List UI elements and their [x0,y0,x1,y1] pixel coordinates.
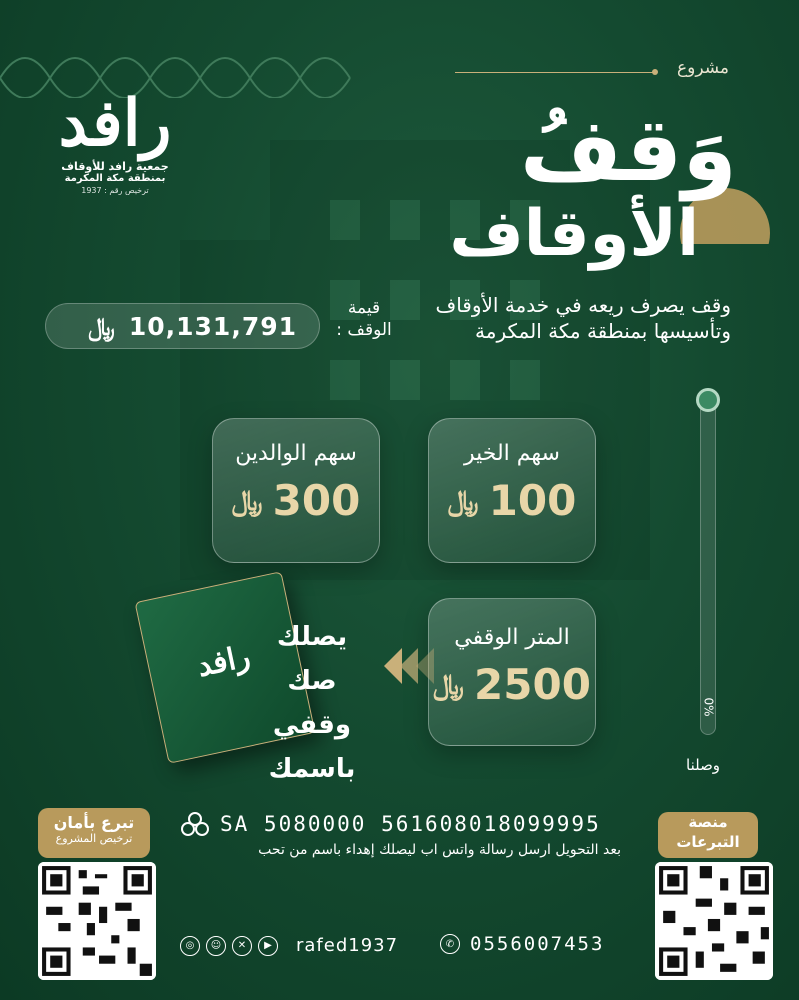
iban-number: SA 5080000 561608018099995 [220,812,601,836]
transfer-note: بعد التحويل ارسل رسالة واتس اب ليصلك إهداء باسم من تحب [258,842,621,858]
logo-license: ترخيص رقم : 1937 [81,186,149,195]
share-amount: 2500 [474,660,591,709]
share-card-parents[interactable] [212,418,380,563]
social-links [180,935,398,956]
book-logo: رافد [194,639,254,685]
header-divider-dot [652,69,658,75]
phone-icon: ✆ [440,934,460,954]
snapchat-icon[interactable]: ☺ [206,936,226,956]
logo-org-name: جمعية رافد للأوقاف [61,160,169,173]
title-line2: الأوقاف [449,197,699,271]
donate-safely-badge [38,808,150,858]
logo-region: بمنطقة مكة المكرمة [64,173,166,184]
progress-percent: 0% [701,697,716,717]
bank-logo-icon [180,811,210,837]
share-amount-row [213,476,379,525]
social-handle[interactable]: rafed1937 [296,935,399,956]
logo-mark: رافد [58,86,172,161]
share-amount: 300 [272,476,361,525]
x-icon[interactable]: ✕ [232,936,252,956]
badge-subtitle: التبرعات [676,833,740,851]
certificate-line2: صك وقفي [272,666,352,740]
endowment-amount: 10,131,791 [128,311,297,341]
share-amount-row [429,476,595,525]
progress-knob [696,388,720,412]
decorative-arcs [0,38,360,98]
share-amount: 100 [488,476,577,525]
certificate-line1: يصلك [276,622,348,652]
share-card-meter[interactable] [428,598,596,746]
certificate-text [252,615,372,791]
phone-contact[interactable] [440,933,604,955]
share-title: سهم الوالدين [235,441,357,466]
certificate-line3: باسمك [268,754,356,784]
youtube-icon[interactable]: ▶ [258,936,278,956]
share-title: المتر الوقفي [454,625,570,650]
iban-row [180,811,601,837]
project-label: مشروع [676,58,729,78]
phone-number: 0556007453 [470,933,605,955]
instagram-icon[interactable]: ◎ [180,936,200,956]
riyal-icon: ﷼ [231,483,263,517]
progress-label: وصلنا [686,756,721,774]
rafed-logo [40,86,190,232]
arrows-icon [384,648,434,684]
share-card-khair[interactable] [428,418,596,563]
header-divider [455,72,655,73]
badge-title: تبرع بأمان [53,813,135,832]
endowment-label: قيمة الوقف : [336,298,392,340]
badge-title: منصة [688,813,728,831]
project-description: وقف يصرف ريعه في خدمة الأوقاف وتأسيسها بمنطقة مكة المكرمة [435,293,731,343]
qr-code-platform[interactable] [655,862,773,980]
progress-track [700,395,716,735]
badge-subtitle: ترخيص المشروع [55,832,133,845]
title-line1: وَقفُ [519,98,737,201]
riyal-icon: ﷼ [447,483,479,517]
riyal-icon: ﷼ [88,311,115,341]
share-amount-row [429,660,595,709]
endowment-value-pill [45,303,320,349]
qr-code-license[interactable] [38,862,156,980]
riyal-icon: ﷼ [433,667,465,701]
share-title: سهم الخير [463,441,560,466]
donation-platform-badge [658,812,758,858]
